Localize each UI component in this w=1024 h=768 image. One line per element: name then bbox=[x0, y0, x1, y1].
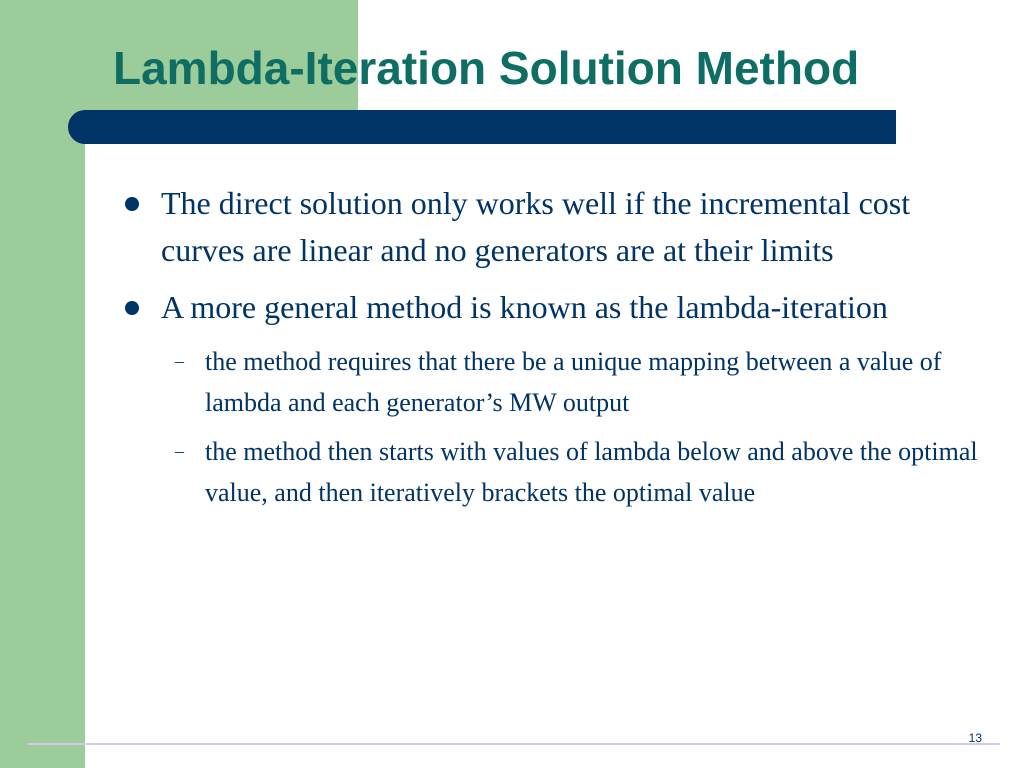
sub-bullet-item bbox=[120, 341, 1000, 423]
bullet-item bbox=[120, 180, 1000, 274]
dash-icon: – bbox=[175, 351, 184, 371]
bullet-item bbox=[120, 284, 1000, 331]
bullet-text: The direct solution only works well if the incremental cost curves are linear and no generators are at their limits bbox=[161, 185, 911, 268]
sub-bullet-text: the method requires that there be a unique mapping between a value of lambda and each generator’s MW output bbox=[205, 347, 942, 417]
sub-bullet-item bbox=[120, 431, 1000, 513]
slide-content bbox=[120, 180, 1000, 521]
dash-icon: – bbox=[175, 441, 184, 461]
sub-bullet-text: the method then starts with values of lambda below and above the optimal value, and then iteratively brackets the optimal value bbox=[205, 437, 978, 507]
bullet-text: A more general method is known as the lambda-iteration bbox=[161, 289, 888, 325]
page-number: 13 bbox=[968, 731, 982, 745]
slide-title: Lambda-Iteration Solution Method bbox=[113, 42, 860, 94]
bullet-dot-icon bbox=[125, 197, 139, 211]
bullet-dot-icon bbox=[125, 301, 139, 315]
footer-divider bbox=[28, 743, 1000, 745]
title-underline-bar bbox=[68, 110, 896, 144]
